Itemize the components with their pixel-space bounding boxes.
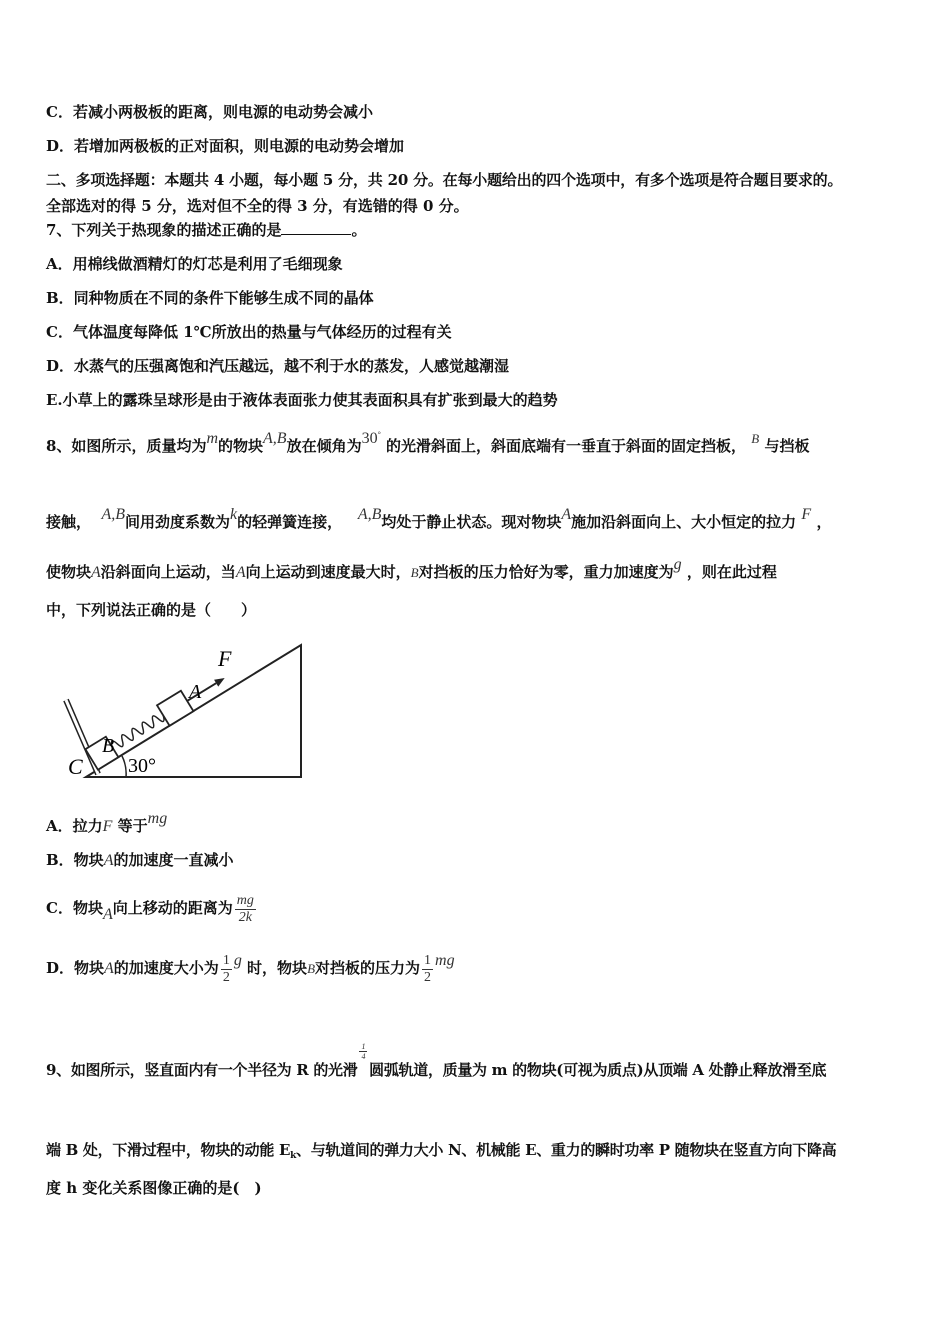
- q8-text: D．物块: [46, 959, 105, 977]
- label-a: A: [189, 681, 202, 703]
- q8-math-a: A: [91, 564, 101, 581]
- q7-option-c: C．气体温度每降低 1℃所放出的热量与气体经历的过程有关: [46, 323, 452, 341]
- q8-text: 与挡板: [764, 437, 810, 455]
- q8-text: ，则在此过程: [686, 563, 777, 581]
- q8-math-ab: A,B: [357, 506, 382, 523]
- label-f: F: [218, 646, 232, 671]
- fraction-mg-over-2k: [235, 893, 256, 926]
- q8-text: 的光滑斜面上，斜面底端有一垂直于斜面的固定挡板，: [386, 437, 747, 455]
- q8-text: 对挡板的压力为: [315, 959, 421, 977]
- q7-option-e: E.小草上的露珠呈球形是由于液体表面张力使其表面积具有扩张到最大的趋势: [46, 391, 558, 409]
- fraction-denominator: 2: [424, 969, 432, 985]
- q8-text: 使物块: [46, 563, 92, 581]
- q8-text: 放在倾角为: [286, 437, 362, 455]
- fraction-numerator: 1: [222, 952, 230, 968]
- q8-math-a: A: [561, 506, 572, 523]
- section-2-heading: 二、多项选择题：本题共 4 小题，每小题 5 分，共 20 分。在每小题给出的四个选项中，有多个选项是符合题目要求的。: [46, 171, 843, 189]
- q8-text: A．拉力: [46, 817, 103, 835]
- q7-stem: [46, 220, 366, 240]
- q8-math-ab: A,B: [263, 430, 287, 447]
- fraction-numerator: 1: [424, 952, 432, 968]
- label-b: B: [102, 735, 115, 757]
- q8-text: 的轻弹簧连接，: [237, 513, 343, 531]
- angle-arc: [122, 756, 126, 777]
- q8-math-angle: 30: [361, 430, 378, 447]
- option-c-prev: C．若减小两极板的距离，则电源的电动势会减小: [46, 103, 373, 121]
- q8-math-degree: °: [377, 430, 381, 439]
- q8-math-b: B: [307, 961, 316, 976]
- q7-option-b: B．同种物质在不同的条件下能够生成不同的晶体: [46, 289, 374, 307]
- q8-line-1: [46, 430, 810, 459]
- q8-line-2: [46, 506, 832, 533]
- q8-math-g: g: [673, 556, 682, 573]
- q8-math-a: A: [103, 852, 114, 869]
- q9-subscript-k: k: [290, 1151, 297, 1161]
- option-d-prev: D．若增加两极板的正对面积，则电源的电动势会增加: [46, 137, 405, 155]
- q8-line-4: 中，下列说法正确的是（ ）: [46, 601, 257, 619]
- q8-line-3: [46, 556, 777, 583]
- q9-line-3: 度 h 变化关系图像正确的是( ): [46, 1179, 262, 1197]
- q8-text: 等于: [117, 817, 148, 835]
- q9-line-2: [46, 1140, 836, 1163]
- q9-text: 端 B 处，下滑过程中，物块的动能 E: [46, 1141, 291, 1159]
- q8-math-b: B: [410, 565, 419, 580]
- q8-text: 向上运动到速度最大时，: [245, 563, 411, 581]
- label-c: C: [68, 754, 83, 779]
- fraction-one-quarter: [359, 1042, 367, 1061]
- q8-math-g: g: [233, 952, 242, 969]
- q8-text: ，: [816, 513, 832, 531]
- q8-text: C．物块: [46, 899, 103, 917]
- q8-text: 均处于静止状态。现对物块: [381, 513, 562, 531]
- q8-text: 沿斜面向上运动，当: [100, 563, 236, 581]
- q9-text: 圆弧轨道，质量为 m 的物块(可视为质点)从顶端 A 处静止释放滑至底: [369, 1061, 827, 1079]
- q8-option-a: [46, 810, 168, 837]
- q8-math-m: m: [206, 430, 219, 447]
- section-2-scoring: 全部选对的得 5 分，选对但不全的得 3 分，有选错的得 0 分。: [46, 197, 469, 215]
- q8-text: 对挡板的压力恰好为零，重力加速度为: [418, 563, 674, 581]
- q7-stem-text: 7、下列关于热现象的描述正确的是: [46, 221, 282, 239]
- q8-text: 施加沿斜面向上、大小恒定的拉力: [571, 513, 797, 531]
- q9-line-1: [46, 1041, 827, 1081]
- q9-text: 9、如图所示，竖直面内有一个半径为 R 的光滑: [46, 1061, 358, 1079]
- fraction-denominator: 2: [222, 969, 230, 985]
- q8-text: 的加速度大小为: [113, 959, 219, 977]
- q8-math-mg: mg: [435, 952, 455, 969]
- q8-text: 的加速度一直减小: [113, 851, 234, 869]
- fraction-one-half: [422, 953, 433, 986]
- fraction-numerator: 1: [361, 1041, 366, 1051]
- q7-stem-end: 。: [351, 221, 367, 239]
- incline-diagram: [60, 640, 310, 780]
- q8-math-ab: A,B: [101, 506, 126, 523]
- q8-text: 的物块: [218, 437, 264, 455]
- q8-text: 间用劲度系数为: [125, 513, 231, 531]
- q8-math-a: A: [102, 906, 113, 923]
- q8-option-d: [46, 948, 455, 992]
- q8-math-mg: mg: [147, 810, 168, 827]
- q8-text: 时，物块: [247, 959, 308, 977]
- fraction-numerator: mg: [236, 892, 254, 908]
- block-a: [157, 691, 193, 726]
- force-arrow-head: [214, 675, 227, 687]
- fraction-denominator: 2k: [238, 909, 252, 925]
- q8-option-b: [46, 850, 233, 871]
- q8-math-f: F: [102, 818, 113, 835]
- q8-text: B．物块: [46, 851, 104, 869]
- q8-math-a: A: [235, 564, 246, 581]
- fraction-denominator: 4: [361, 1051, 366, 1061]
- label-angle: 30°: [128, 755, 156, 777]
- q8-math-f: F: [801, 506, 812, 523]
- q7-option-d: D．水蒸气的压强离饱和汽压越远，越不利于水的蒸发，人感觉越潮湿: [46, 357, 510, 375]
- fraction-one-half: [221, 953, 232, 986]
- q8-option-c: [46, 890, 258, 930]
- q8-math-a: A: [104, 960, 114, 977]
- q8-math-k: k: [230, 506, 238, 523]
- q8-math-b: B: [751, 431, 760, 446]
- q8-text: 8、如图所示，质量均为: [46, 437, 207, 455]
- q9-text: 、与轨道间的弹力大小 N、机械能 E、重力的瞬时功率 P 随物块在竖直方向下降高: [296, 1141, 837, 1159]
- q8-text: 接触，: [46, 513, 92, 531]
- q7-option-a: A．用棉线做酒精灯的灯芯是利用了毛细现象: [46, 255, 343, 273]
- q7-answer-blank: [281, 220, 351, 235]
- q8-text: 向上移动的距离为: [112, 899, 233, 917]
